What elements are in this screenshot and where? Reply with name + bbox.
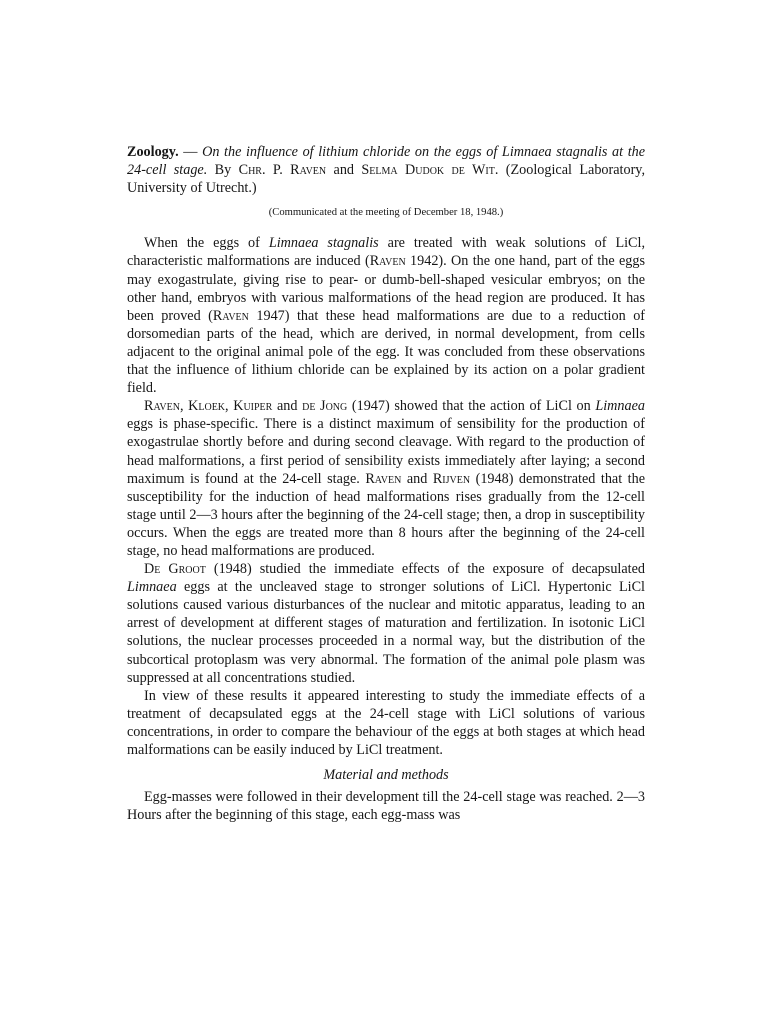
section-heading: Material and methods: [323, 767, 449, 784]
text-run: 1942). On the one hand, part of the eggs may exogastrulate, giving rise to pear- or dumb-bell-shaped vesicular embryos; on the other hand, embryos with various malformations of the head region are produced. It has been proved (: [127, 253, 645, 324]
species-name: Limnaea stagnalis: [268, 235, 379, 252]
text-run: When the eggs of: [144, 235, 260, 252]
text-run: (1948) studied the immediate effects of the exposure of decapsulated: [213, 561, 645, 578]
species-name: Limnaea: [595, 398, 645, 415]
text-run: 1947) that these head malformations are due to a reduction of dorsomedian parts of the head, which are derived, in normal development, from cells adjacent to the original animal pole of the egg. It was concluded from these observations that the influence of lithium chloride can be explained by its action on a polar gradient field.: [127, 307, 646, 397]
article-title: On the influence of lithium chloride on the eggs of Limnaea stagnalis at the 24-cell stage.: [127, 144, 646, 179]
citation-author: De Groot: [144, 561, 206, 578]
text-run: eggs at the uncleaved stage to stronger solutions of LiCl. Hypertonic LiCl solutions caused various disturbances of the nuclear and mitotic apparatus, leading to an arrest of development at different stages of maturation and fertilization. In isotonic LiCl solutions, the nuclear processes proceeded in a normal way, but the distribution of the subcortical protoplasm was very abnormal. The formation of the animal pole plasm was suppressed at all concentrations studied.: [127, 579, 645, 686]
affiliation: (Zoological Laboratory, University of Utrecht.): [127, 162, 646, 197]
citation-author: Raven: [365, 470, 402, 487]
body-paragraph: [127, 397, 645, 560]
species-name: Limnaea: [127, 579, 177, 596]
citation-author: Raven: [369, 253, 406, 270]
author-2: Selma Dudok de Wit.: [361, 162, 499, 179]
citation-author: de Jong: [302, 398, 348, 415]
text-run: (1947) showed that the action of LiCl on: [351, 398, 591, 415]
body-paragraph: Egg-masses were followed in their development till the 24-cell stage was reached. 2—3 Hours after the beginning of this stage, each egg-mass was: [127, 789, 645, 824]
section-label: Zoology.: [127, 144, 179, 160]
body-paragraph: In view of these results it appeared interesting to study the immediate effects of a treatment of decapsulated eggs at the 24-cell stage with LiCl solutions of various concentrations, in order to compare the behaviour of the eggs at both stages at which head malformations can be easily induced by LiCl treatment.: [127, 687, 645, 758]
by-word: By: [214, 162, 232, 179]
paper-page: [127, 143, 645, 824]
communicated-note: (Communicated at the meeting of December 18, 1948.): [268, 207, 504, 219]
text-run: eggs is phase-specific. There is a distinct maximum of sensibility for the production of exogastrulae shortly before and during second cleavage. With regard to the production of head malformations, a first period of sensibility exists immediately after laying; a second maximum is found at the 24-cell stage.: [127, 416, 645, 487]
text-run: and: [406, 470, 428, 487]
text-run: are treated with weak solutions of LiCl, characteristic malformations are induced (: [127, 235, 646, 270]
author-1: Chr. P. Raven: [238, 162, 327, 179]
body-paragraph: [127, 234, 645, 397]
text-run: (1948) demonstrated that the susceptibility for the induction of head malformations rises gradually from the 12-cell stage until 2—3 hours after the beginning of the 24-cell stage; then, a drop in susceptibility occurs. When the eggs are treated more than 8 hours after the beginning of the 24-cell stage, no head malformations are produced.: [127, 470, 645, 559]
heading-dash: —: [183, 144, 198, 160]
text-run: and: [276, 398, 298, 415]
body-paragraph: [127, 560, 645, 687]
citation-author: Rijven: [432, 470, 471, 487]
article-heading: [127, 143, 645, 197]
and-word: and: [333, 162, 355, 179]
citation-author: Raven: [212, 307, 249, 324]
citation-author: Raven, Kloek, Kuiper: [144, 398, 273, 415]
